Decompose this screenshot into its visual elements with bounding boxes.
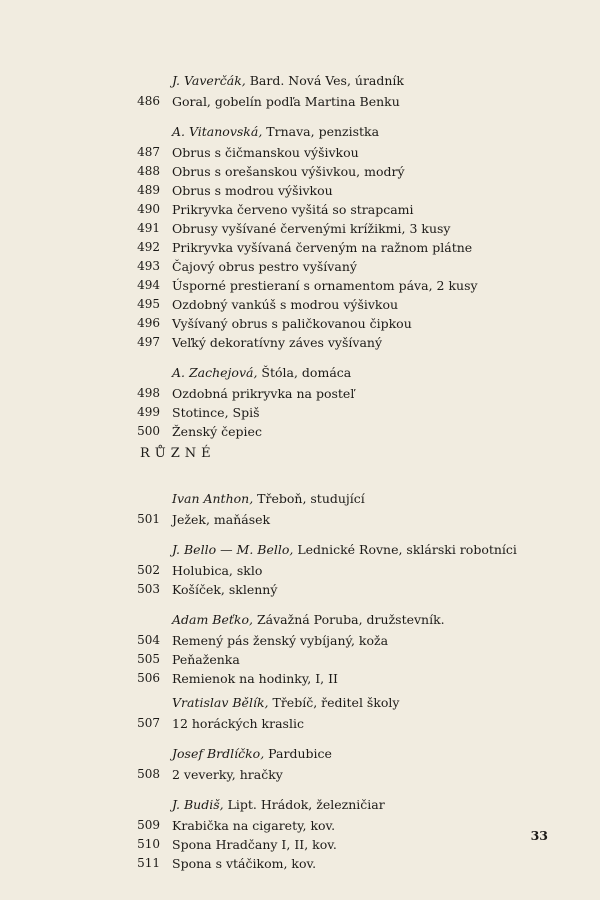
catalog-entry — [0, 295, 600, 314]
exhibitor-details: Trnava, penzistka — [262, 124, 380, 139]
entry-number: 497 — [137, 335, 160, 349]
entry-text: Prikryvka vyšívaná červeným na ražnom plátne — [172, 240, 473, 255]
entry-number: 510 — [137, 837, 160, 851]
entry-text: Ženský čepiec — [172, 424, 262, 439]
entry-text: Remienok na hodinky, I, II — [172, 671, 338, 686]
entry-text: Peňaženka — [172, 652, 240, 667]
entry-number: 509 — [137, 818, 160, 832]
catalog-entry — [0, 714, 600, 733]
catalog-entry — [0, 238, 600, 257]
exhibitor-header — [0, 362, 600, 384]
exhibitor-list-2 — [0, 488, 600, 873]
exhibitor-details: Lednické Rovne, sklárski robotníci — [293, 542, 517, 557]
exhibitor-name: J. Bello — M. Bello, — [172, 542, 294, 557]
entry-text: Stotince, Spiš — [172, 405, 260, 420]
exhibitor-header — [0, 539, 600, 561]
entry-text: Krabička na cigarety, kov. — [172, 818, 336, 833]
entry-text: Úsporné prestieraní s ornamentom páva, 2 kusy — [172, 278, 478, 293]
entry-number: 503 — [137, 582, 160, 596]
entry-text: Vyšívaný obrus s paličkovanou čipkou — [172, 316, 412, 331]
entry-number: 487 — [137, 145, 160, 159]
exhibitor-name: A. Zachejová, — [172, 365, 258, 380]
catalog-entry — [0, 765, 600, 784]
entry-text: 12 horáckých kraslic — [172, 716, 304, 731]
entry-text: Goral, gobelín podľa Martina Benku — [172, 94, 400, 109]
exhibitor-name: Ivan Anthon, — [172, 491, 254, 506]
exhibitor-header — [0, 121, 600, 143]
entry-text: Obrus s orešanskou výšivkou, modrý — [172, 164, 405, 179]
entry-number: 502 — [137, 563, 160, 577]
catalog-entry — [0, 403, 600, 422]
entry-text: Obrus s modrou výšivkou — [172, 183, 333, 198]
catalog-entry — [0, 219, 600, 238]
catalog-entry — [0, 580, 600, 599]
catalog-entry — [0, 510, 600, 529]
entry-number: 486 — [137, 94, 160, 108]
entry-text: Ježek, maňásek — [172, 512, 271, 527]
exhibitor-details: Třebíč, ředitel školy — [268, 695, 400, 710]
catalog-entry — [0, 384, 600, 403]
entry-number: 506 — [137, 671, 160, 685]
entry-text: Veľký dekoratívny záves vyšívaný — [172, 335, 383, 350]
catalog-entry — [0, 854, 600, 873]
catalog-entry — [0, 143, 600, 162]
exhibitor-name: Adam Beťko, — [172, 612, 253, 627]
entry-number: 511 — [137, 856, 160, 870]
entry-text: Obrusy vyšívané červenými krížikmi, 3 kusy — [172, 221, 451, 236]
entry-number: 499 — [137, 405, 160, 419]
entry-number: 507 — [137, 716, 160, 730]
catalog-entry — [0, 162, 600, 181]
entry-text: Spona Hradčany I, II, kov. — [172, 837, 337, 852]
entry-text: Ozdobná prikryvka na posteľ — [172, 386, 355, 401]
catalog-entry — [0, 314, 600, 333]
entry-number: 494 — [137, 278, 160, 292]
exhibitor-header — [0, 692, 600, 714]
section-heading: RŮZNÉ — [140, 446, 216, 461]
exhibitor-details: Lipt. Hrádok, železničiar — [223, 797, 385, 812]
entry-text: Spona s vtáčikom, kov. — [172, 856, 317, 871]
exhibitor-name: A. Vitanovská, — [172, 124, 263, 139]
catalog-entry — [0, 650, 600, 669]
catalog-entry — [0, 561, 600, 580]
entry-number: 495 — [137, 297, 160, 311]
catalog-entry — [0, 333, 600, 352]
entry-number: 496 — [137, 316, 160, 330]
entry-text: Ozdobný vankúš s modrou výšivkou — [172, 297, 399, 312]
exhibitor-header — [0, 488, 600, 510]
exhibitor-header — [0, 743, 600, 765]
exhibitor-name: J. Budiš, — [172, 797, 224, 812]
exhibitor-header — [0, 794, 600, 816]
exhibitor-name: J. Vaverčák, — [172, 73, 246, 88]
exhibitor-header — [0, 609, 600, 631]
entry-number: 493 — [137, 259, 160, 273]
exhibitor-header — [0, 70, 600, 92]
catalog-entry — [0, 276, 600, 295]
entry-number: 489 — [137, 183, 160, 197]
entry-number: 498 — [137, 386, 160, 400]
entry-number: 501 — [137, 512, 160, 526]
exhibitor-details: Bard. Nová Ves, úradník — [245, 73, 404, 88]
exhibitor-details: Závažná Poruba, družstevník. — [253, 612, 445, 627]
catalog-entry — [0, 422, 600, 441]
entry-number: 504 — [137, 633, 160, 647]
catalog-entry — [0, 92, 600, 111]
exhibitor-list-1 — [0, 70, 600, 441]
exhibitor-details: Štóla, domáca — [257, 365, 352, 380]
entry-number: 491 — [137, 221, 160, 235]
exhibitor-details: Pardubice — [264, 746, 332, 761]
exhibitor-name: Josef Brdlíčko, — [172, 746, 265, 761]
entry-number: 505 — [137, 652, 160, 666]
entry-text: 2 veverky, hračky — [172, 767, 283, 782]
catalog-entry — [0, 835, 600, 854]
entry-text: Prikryvka červeno vyšitá so strapcami — [172, 202, 414, 217]
entry-number: 508 — [137, 767, 160, 781]
catalog-entry — [0, 631, 600, 650]
entry-number: 500 — [137, 424, 160, 438]
catalog-entry — [0, 200, 600, 219]
page-number: 33 — [530, 828, 548, 843]
catalog-entry — [0, 257, 600, 276]
catalog-entry — [0, 816, 600, 835]
exhibitor-details: Třeboň, studující — [253, 491, 365, 506]
entry-text: Košíček, sklenný — [172, 582, 278, 597]
catalog-entry — [0, 669, 600, 688]
catalog-entry — [0, 181, 600, 200]
entry-text: Remený pás ženský vybíjaný, koža — [172, 633, 389, 648]
entry-number: 492 — [137, 240, 160, 254]
entry-number: 490 — [137, 202, 160, 216]
entry-text: Čajový obrus pestro vyšívaný — [172, 259, 357, 274]
exhibitor-name: Vratislav Bělík, — [172, 695, 269, 710]
entry-text: Obrus s čičmanskou výšivkou — [172, 145, 359, 160]
entry-text: Holubica, sklo — [172, 563, 263, 578]
entry-number: 488 — [137, 164, 160, 178]
